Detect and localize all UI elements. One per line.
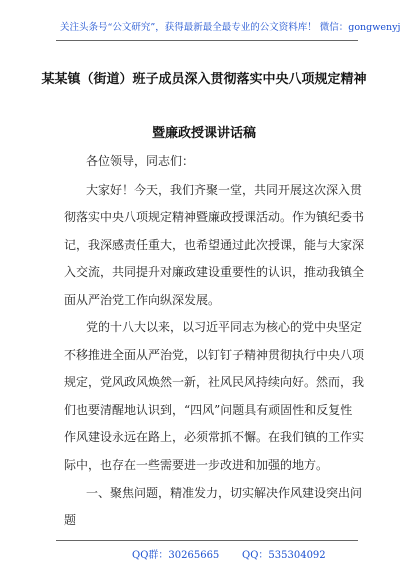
body-line: 面从严治党工作向纵深发展。 — [64, 293, 221, 307]
body-line: 不移推进全面从严治党，以钉钉子精神贯彻执行中央八项 — [64, 348, 365, 362]
body-line: 作风建设永远在路上，必须常抓不懈。在我们镇的工作实 — [64, 430, 365, 444]
body-line: 彻落实中央八项规定精神暨廉政授课活动。作为镇纪委书 — [64, 210, 365, 224]
footer-qq-group: QQ群：30265665 — [132, 550, 220, 561]
body-line: 际中，也存在一些需要进一步改进和加强的地方。 — [64, 458, 329, 472]
body-line: 各位领导，同志们： — [86, 154, 195, 168]
body-line: 们也要清醒地认识到，“四风”问题具有顽固性和反复性 — [64, 403, 353, 417]
body-line: 入交流，共同提升对廉政建设重要性的认识，推动我镇全 — [64, 265, 365, 279]
document-title-line1: 某某镇（街道）班子成员深入贯彻落实中央八项规定精神 — [41, 72, 367, 87]
body-line: 规定，党风政风焕然一新，社风民风持续向好。然而，我 — [64, 375, 365, 389]
body-line: 党的十八大以来，以习近平同志为核心的党中央坚定 — [86, 320, 363, 334]
header-banner: 关注头条号“公文研究”，获得最新最全最专业的公文资料库！ 微信：gongwenyj — [60, 22, 401, 33]
body-line: 大家好！今天，我们齐聚一堂，共同开展这次深入贯 — [86, 183, 363, 197]
section-heading: 一、聚焦问题，精准发力，切实解决作风建设突出问 — [86, 486, 363, 500]
header-divider — [56, 40, 358, 41]
document-title-line2: 暨廉政授课讲话稿 — [151, 126, 256, 141]
body-line: 记，我深感责任重大，也希望通过此次授课，能与大家深 — [64, 238, 365, 252]
footer-qq: QQ：535304092 — [242, 550, 326, 561]
footer-divider — [56, 540, 358, 541]
section-heading-cont: 题 — [64, 513, 77, 527]
